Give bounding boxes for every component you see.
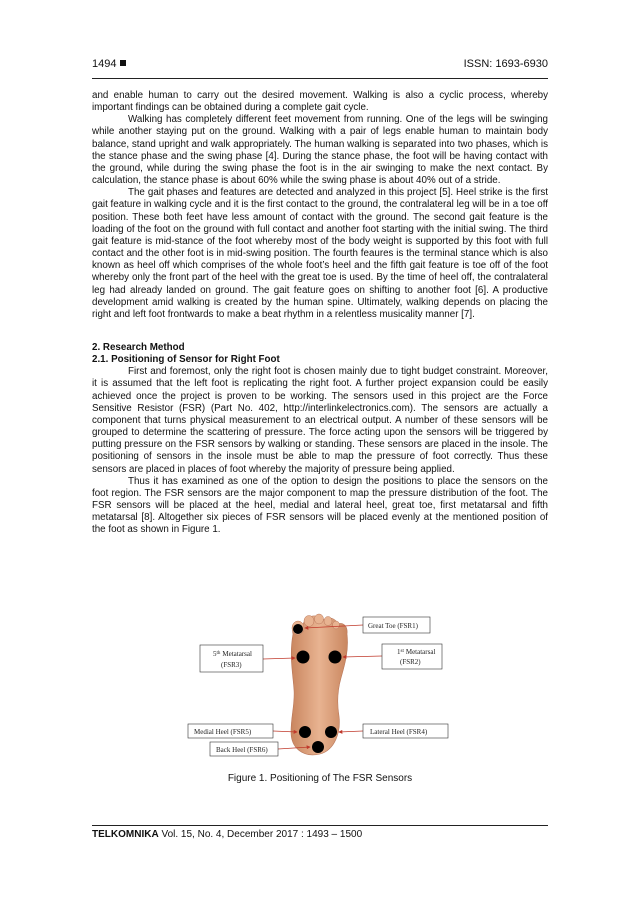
journal-details: Vol. 15, No. 4, December 2017 : 1493 – 1500 [161,829,363,840]
section-heading: 2. Research Method [92,341,185,353]
svg-text:(FSR2): (FSR2) [400,658,421,666]
issn: ISSN: 1693-6930 [463,58,548,70]
header-rule [92,78,548,79]
page-footer [92,829,362,840]
sensor-fsr1 [293,624,303,634]
paragraph: The gait phases and features are detected and analyzed in this project [5]. Heel strike is the first gait feature in walking cycle and it is the first contact to the ground, the contralateral leg will be in a toe off position. These both feet have less amount of contact with the ground. The second gait feature is the loading of the foot on the ground with full contact and another foot starting with the initial swing. The third gait feature is mid-stance of the foot whereby most of the body weight is supported by this foot with full contact and the other foot is in mid-swing position. The fourth feaures is the terminal stance which is also known as heel off which comprises of the whole foot’s heel and the fifth gait feature is toe off of the foot whereby only the front part of the heel with the great toe is used. By the time of heel off, the contralateral leg had already landed on ground. The gait feature goes on shifting to another foot [6]. A productive development amid walking is created by the human spine. Ultimately, walking depends on placing the right and left foot frontwards to make a beat rhythm in a relentless musicality manner [7]. [92,187,548,320]
paragraph: Thus it has examined as one of the option to design the positions to place the sensors on the foot region. The FSR sensors are the major component to map the pressure distribution of the foot. The FSR sensors will be placed at the heel, medial and lateral heel, great toe, first metatarsal and fifth metatarsal [8]. Altogether six pieces of FSR sensors will be placed evenly at the mentioned position of the foot as shown in Figure 1. [92,475,548,536]
paragraph: Walking has completely different feet movement from running. One of the legs will be swinging while another staying put on the ground. Walking with a pair of legs enable human to maintain body balance, stand upright and walk appropriately. The human walking is separated into two phases, which is the stance phase and the swing phase [4]. During the stance phase, the foot will be having contact with the ground, while during the swing phase the foot is in the air swinging to make the next contact. By calculation, the stance phase is about 60% while the swing phase is about 40% out of a stride. [92,114,548,187]
label-great-toe [363,617,430,633]
svg-text:(FSR3): (FSR3) [221,661,242,669]
svg-text:Lateral Heel (FSR4): Lateral Heel (FSR4) [370,728,428,736]
footer-rule [92,825,548,826]
svg-text:Great Toe (FSR1): Great Toe (FSR1) [368,622,418,630]
square-bullet-icon [120,60,126,66]
label-lateral-heel [363,724,448,738]
paragraph: and enable human to carry out the desired movement. Walking is also a cyclic process, whereby important findings can be obtained during a complete gait cycle. [92,90,548,114]
label-medial-heel [188,724,273,738]
section-spacer [92,321,548,342]
sensor-fsr4 [325,726,337,738]
sensor-fsr3 [297,651,310,664]
sensor-fsr6 [312,741,324,753]
sensor-fsr5 [299,726,311,738]
svg-text:Back Heel (FSR6): Back Heel (FSR6) [216,746,268,754]
figure-caption: Figure 1. Positioning of The FSR Sensors [227,773,413,784]
journal-name: TELKOMNIKA [92,829,159,840]
subsection-heading: 2.1. Positioning of Sensor for Right Foot [92,354,280,366]
label-first-metatarsal [382,644,442,669]
label-back-heel [210,742,278,756]
page-header [92,58,548,74]
svg-text:Medial Heel (FSR5): Medial Heel (FSR5) [194,728,252,736]
paragraph: First and foremost, only the right foot is chosen mainly due to tight budget constraint. Moreover, it is assumed that the left foot is replicating the right foot. A further project expansion could be easily achieved once the project is proven to be working. The sensors used in this project are the Force Sensitive Resistor (FSR) (Part No. 402, http://interlinkelectronics.com). The sensors are actually a component that turns physical measurement to an electrical output. A number of these sensors will be grouped to determine the scattering of pressure. The force acting upon the sensors will be triggered by putting pressure on the FSR sensors by walking or standing. These sensors are placed in the insole. The positioning of sensors in the insole must be able to map the pressure of foot correctly. Thus these sensors are placed in places of foot whereby the majority of pressure being applied. [92,366,548,475]
article-body [92,90,548,536]
label-fifth-metatarsal [200,645,263,672]
svg-text:5thMetatarsal: 5th Metatarsal [213,650,252,658]
page-number: 1494 [92,58,126,74]
fsr-positioning-figure [185,612,455,760]
sensor-fsr2 [329,651,342,664]
svg-text:1stMetatarsal: 1st Metatarsal [397,648,436,656]
